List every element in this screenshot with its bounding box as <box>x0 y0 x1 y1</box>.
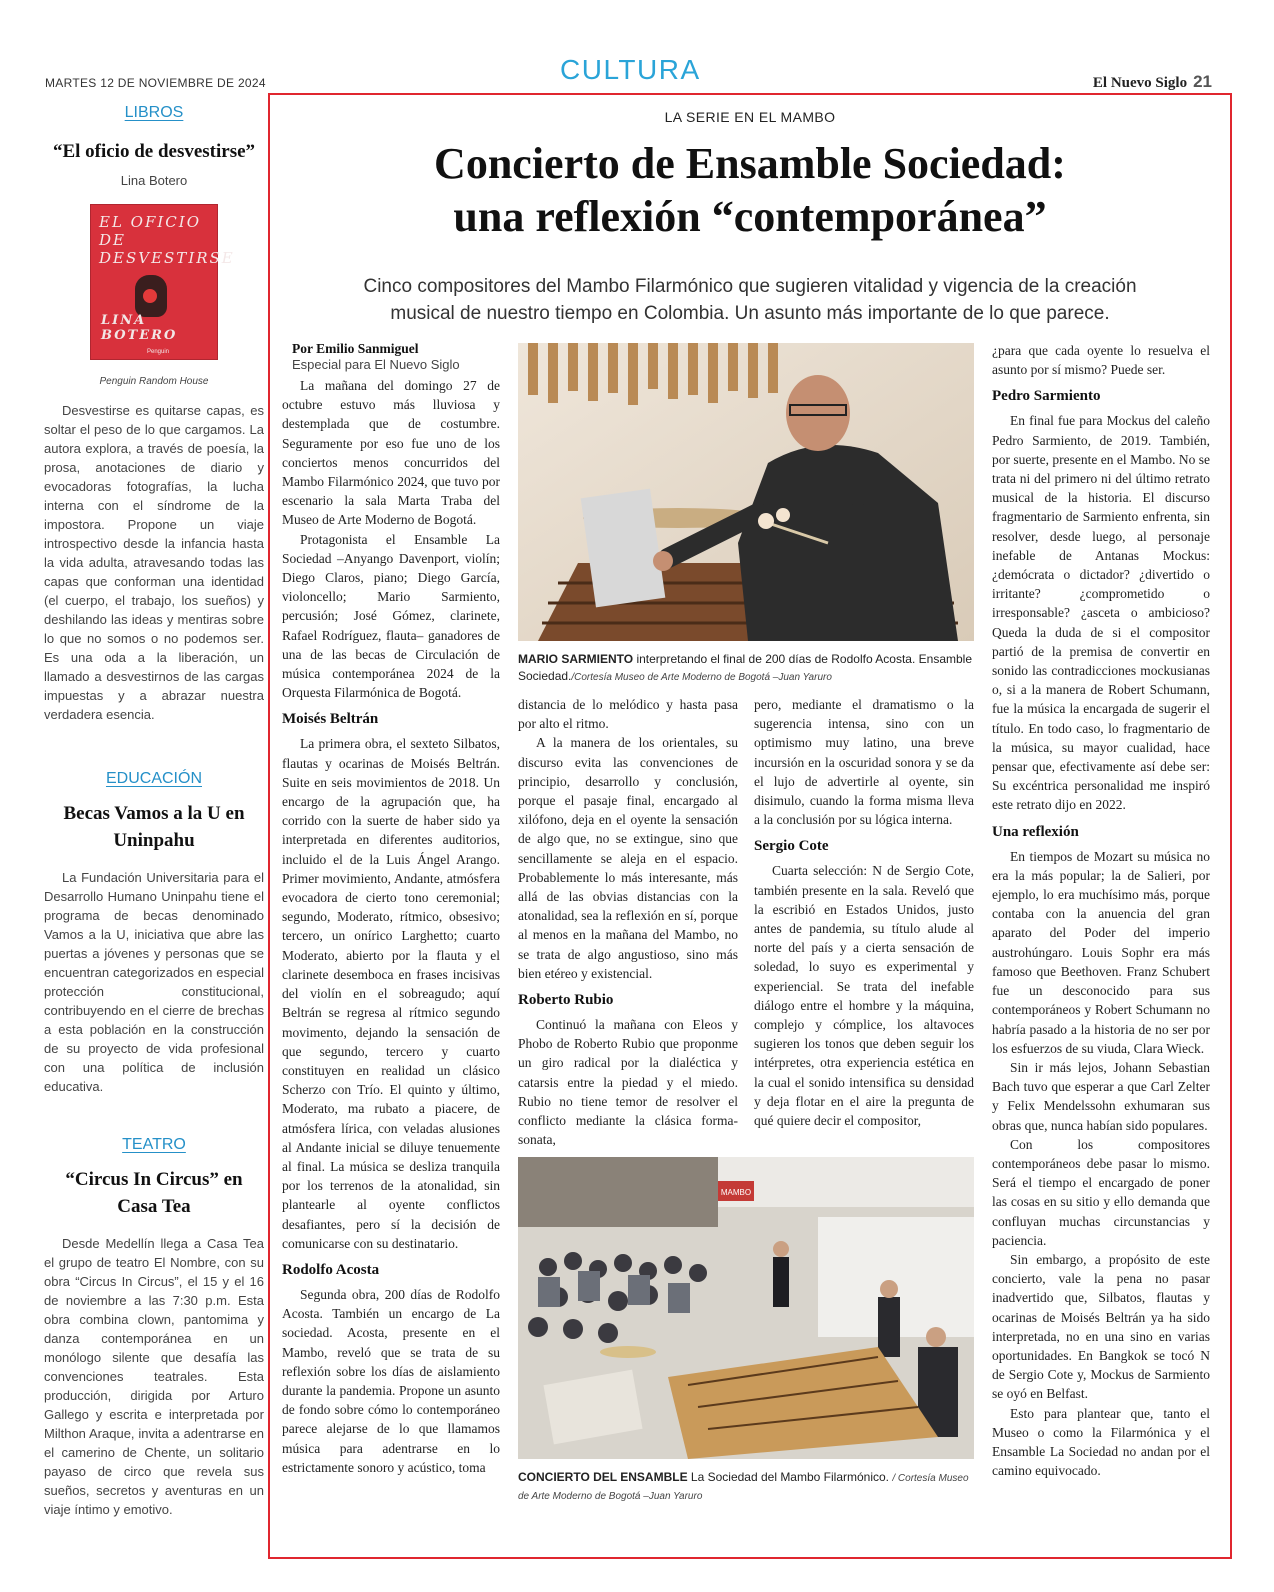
paragraph: La primera obra, el sexteto Silbatos, flautas y ocarinas de Moisés Beltrán. Suite en seis movimientos de 2018. Un encargo de la agrupación que, ha corrido con la suerte de haber sido ya interpretada en diferentes auditorios, incluido el de la Luis Ángel Arango. Primer movimiento, Andante, atmósfera evocadora de cierto tono ceremonial; segundo, Moderato, rítmico, obsesivo; tercero, un onírico Larghetto; cuarto Moderato, abierto por la flauta y el clarinete desemboca en frases incisivas del violín en el sobreagudo; aquí Beltrán se regresa al rítmico segundo movimento, dejando la sensación de que segundo, tercero y cuarto constituyen en realidad un clásico Scherzo con Trío. El quinto y último, Moderato, ma rubato a piacere, de atmósfera lírica, con veladas alusiones al Andante inicial se diluye tenuemente al final. La música se desliza tranquila por los terrenos de la atonalidad, sin plantearle al oyente conflictos desafiantes, pero sí la decisión de comunicarse con su destinatario. <box>282 736 500 1251</box>
paragraph: Protagonista el Ensamble La Sociedad –Anyango Davenport, violín; Diego Claros, piano; Diego García, violoncello; Mario Sarmiento, percusión; José Gómez, clarinete, Rafael Rodríguez, flauta– ganadores de una de las becas de Circulación de música contemporánea 2024 de la Orquesta Filarmónica de Bogotá. <box>282 531 500 701</box>
caption-credit: / Cortesía Museo de Arte Moderno de Bogotá –Juan Yaruro <box>518 1473 969 1502</box>
caption-text: La Sociedad del Mambo Filarmónico. <box>687 1470 890 1484</box>
paragraph: Con los compositores contemporáneos debe pasar lo mismo. Será el tiempo el encargado de poner las cosas en su sitio y ello demanda que confluyan muchas circunstancias y paciencia. <box>992 1136 1210 1248</box>
subhead-beltran: Moisés Beltrán <box>282 711 379 728</box>
paragraph: distancia de lo melódico y hasta pasa por alto el ritmo. <box>518 697 738 732</box>
photo-percussionist <box>518 343 974 641</box>
education-title: Becas Vamos a la U en Uninpahu <box>63 803 245 851</box>
subhead-rubio: Roberto Rubio <box>518 992 614 1009</box>
ensemble-illustration <box>518 1157 974 1459</box>
book-cover-image <box>90 204 235 360</box>
category-teatro: TEATRO <box>122 1136 186 1153</box>
section-title: CULTURA <box>560 54 701 85</box>
headline-line-1: Concierto de Ensamble Sociedad: <box>434 139 1066 188</box>
article-column-4 <box>992 341 1210 1480</box>
article-column-1 <box>282 341 500 1477</box>
education-text: La Fundación Universitaria para el Desarrollo Humano Uninpahu tiene el programa de becas denominado Vamos a la U, iniciativa que abre las puertas a jóvenes y personas que se encuentran categorizados en especial protección constitucional, contribuyendo en el cierre de brechas a esta población en la construcción de su proyecto de vida profesional con una política de inclusión educativa. <box>44 870 264 1094</box>
article-column-2 <box>518 695 738 1149</box>
book-author: Lina Botero <box>120 173 188 188</box>
category-libros: LIBROS <box>124 104 184 121</box>
caption-credit: /Cortesía Museo de Arte Moderno de Bogotá –Juan Yaruro <box>571 672 832 683</box>
paragraph: ¿para que cada oyente lo resuelva el asunto por sí mismo? Puede ser. <box>992 343 1210 378</box>
article-deck <box>270 273 1230 327</box>
article-kicker: LA SERIE EN EL MAMBO <box>664 109 836 125</box>
paragraph: Segunda obra, 200 días de Rodolfo Acosta. También un encargo de La sociedad. Acosta, presente en el Mambo, reveló que se trata de su reflexión sobre los días de aislamiento durante la pandemia. Propone un asunto de fondo sobre cómo lo contemporáneo parece alejarse de lo que llamamos música para adentrarse en lo estrictamente sonoro y acústico, toma <box>282 1286 500 1475</box>
paragraph: En tiempos de Mozart su música no era la más popular; la de Salieri, por ejemplo, lo era muchísimo más, porque contaba con la anuencia del gran aparato del Poder del imperio austrohúngaro. Louis Sophr era más famoso que Beethoven. Franz Schubert fue un desconocido para sus contemporáneos y Robert Schumann no habría pasado a la historia de no ser por los esfuerzos de su viuda, Clara Wieck. <box>992 848 1210 1056</box>
paragraph: Cuarta selección: N de Sergio Cote, también presente en la sala. Reveló que la escribió en Estados Unidos, justo antes de pandemia, su título alude al norte del país y a cierta sensación de soledad, lo suyo es experimental y experiencial. Se trata del inefable diálogo entre el hombre y la máquina, complejo y cómplice, los altavoces sugieren los tonos que deben seguir los intérpretes, otra experiencia estética en la cual el sonido intensifica su densidad y deja flotar en el aire la pregunta de qué quiere decir el compositor, <box>754 863 974 1129</box>
headline-line-2: una reflexión “contemporánea” <box>453 192 1047 241</box>
subhead-reflexion: Una reflexión <box>992 823 1079 840</box>
banner-text: MAMBO <box>720 1188 752 1197</box>
book-review-text: Desvestirse es quitarse capas, es soltar el peso de lo que cargamos. La autora explora, a través de poesía, la prosa, anotaciones de diario y evocadoras fotografías, la lucha interna con el síndrome de la impostora. Propone un viaje introspectivo desde la infancia hasta la vida adulta, atravesando todas las capas que conforman una identidad (el cuerpo, el trabajo, los sueños) y deshilando las ideas y mentiras sobre lo que no somos o no podemos ser. Es una oda a la liberación, un llamado a desvestirnos de las cargas impuestas y a abrazar nuestra verdadera esencia. <box>44 403 264 722</box>
paragraph: La mañana del domingo 27 de octubre estuvo más lluviosa y destemplada que de costumbre. Seguramente por eso fue uno de los conciertos menos concurridos del Mambo Filarmónico 2024, que tuvo por escenario la sala Marta Traba del Museo de Arte Moderno de Bogotá. <box>282 378 500 528</box>
book-title: “El oficio de desvestirse” <box>52 141 256 162</box>
book-publisher: Penguin Random House <box>99 376 209 387</box>
paragraph: pero, mediante el dramatismo o la sugerencia intensa, sino con un optimismo muy latino, una breve incursión en la oscuridad sonora y se da el lujo de advertirle al oyente, sin disimulo, cuando la forma misma lleva a la conclusión por su lógica interna. <box>754 697 974 828</box>
deck-line-1: Cinco compositores del Mambo Filarmónico que sugieren vitalidad y vigencia de la creación <box>363 276 1137 297</box>
sidebar <box>44 104 264 1519</box>
paragraph: A la manera de los orientales, su discurso evita las convenciones de principio, desarrollo y conclusión, porque el pasaje final, encargado al xilófono, deja en el oyente la sensación de algo que, no se extingue, sino que sencillamente se aleja en el espacio. Probablemente lo más interesante, más allá de las obvias distancias con la atonalidad, sea la reflexión en sí, porque al menos en la mañana del Mambo, no se trata de algo angustioso, sino más bien etéreo y existencial. <box>518 735 738 981</box>
caption-name: MARIO SARMIENTO <box>518 652 634 666</box>
article-column-3 <box>754 695 974 1130</box>
paragraph: Continuó la mañana con Eleos y Phobo de Roberto Rubio que proponme un giro radical por la dialéctica y catarsis entre la piedad y el miedo. Rubio no tiene temor de resolver el conflicto mediante la clásica forma-sonata, <box>518 1017 738 1148</box>
category-educacion: EDUCACIÓN <box>105 770 202 787</box>
theater-text: Desde Medellín llega a Casa Tea el grupo de teatro El Nombre, con su obra “Circus In Circus”, el 15 y el 16 de noviembre a las 7:30 p.m. Esta obra combina clown, pantomima y danza contemporánea en un monólogo silente que desafía las convenciones teatrales. Esta producción, dirigida por Arturo Gallego y escrita e interpretada por Milthon Araque, invita a adentrarse en el camerino de Chente, un solitario payaso de circo que revela sus sueños, secretos y aventuras en un viaje íntimo y emotivo. <box>44 1236 264 1517</box>
byline-affiliation: Especial para El Nuevo Siglo <box>292 357 460 372</box>
caption-text: interpretando el final de 200 días de Rodolfo Acosta. Ensamble Sociedad. <box>518 652 973 683</box>
photo-caption-1 <box>518 651 974 686</box>
photo-ensemble-concert <box>518 1157 974 1459</box>
cover-portrait <box>135 275 167 317</box>
article-frame <box>268 93 1232 1559</box>
newspaper-name: El Nuevo Siglo <box>1092 75 1188 91</box>
book-cover-title: EL OFICIO DE DESVESTIRSE <box>99 213 235 267</box>
percussionist-illustration <box>518 343 974 641</box>
page-number: 21 <box>1193 72 1212 91</box>
article-headline <box>270 137 1230 243</box>
paragraph: Esto para plantear que, tanto el Museo o como la Filarmónica y el Ensamble La Sociedad no andan por el camino equivocado. <box>992 1405 1210 1479</box>
paragraph: En final fue para Mockus del caleño Pedro Sarmiento, de 2019. También, por suerte, presente en el Mambo. No se trata ni del primero ni del último retrato musical de la historia. El discurso fragmentario de Sarmiento enfrenta, sin resolver, desde luego, al personaje inefable de Antanas Mockus: ¿demócrata o dictador? ¿divertido o irritante? ¿comprometido o irresponsable? ¿asceta o ambicioso? Queda la duda de si el compositor partió de la premisa de convertir en sonido las contradicciones mockusianas o, si a la manera de Robert Schumann, fue la música la encargada de sugerir el título. En todo caso, lo fragmentario de la música, su mayor cualidad, hace pensar que, efectivamente así debe ser: Su excéntrica personalidad me inspiró este retrato dijo en 2022. <box>992 413 1210 813</box>
photo-caption-2 <box>518 1469 974 1505</box>
deck-line-2: musical de nuestro tiempo en Colombia. Un asunto más importante de lo que parece. <box>390 303 1110 324</box>
book-cover-author: LINA BOTERO <box>101 313 178 343</box>
paragraph: Sin embargo, a propósito de este concierto, vale la pena no pasar inadvertido que, Silbatos, flautas y ocarinas de Moisés Beltrán ya ha sido interpretada, no en una sino en varias oportunidades. En Bangkok se tocó N de Sergio Cote y, Mockus de Sarmiento se oyó en Belfast. <box>992 1251 1210 1402</box>
paragraph: Sin ir más lejos, Johann Sebastian Bach tuvo que esperar a que Carl Zelter y Felix Mendelssohn exhumaran sus obras que, nunca habían sido populares. <box>992 1059 1210 1133</box>
subhead-acosta: Rodolfo Acosta <box>282 1261 380 1278</box>
masthead <box>1093 72 1212 92</box>
caption-name: CONCIERTO DEL ENSAMBLE <box>518 1470 688 1484</box>
subhead-sarmiento: Pedro Sarmiento <box>992 388 1101 405</box>
book-cover-publisher: Penguin <box>147 349 170 355</box>
theater-title: “Circus In Circus” en Casa Tea <box>65 1169 243 1217</box>
subhead-cote: Sergio Cote <box>754 838 829 855</box>
byline: Por Emilio Sanmiguel <box>292 341 419 356</box>
issue-date: MARTES 12 DE NOVIEMBRE DE 2024 <box>45 76 266 90</box>
